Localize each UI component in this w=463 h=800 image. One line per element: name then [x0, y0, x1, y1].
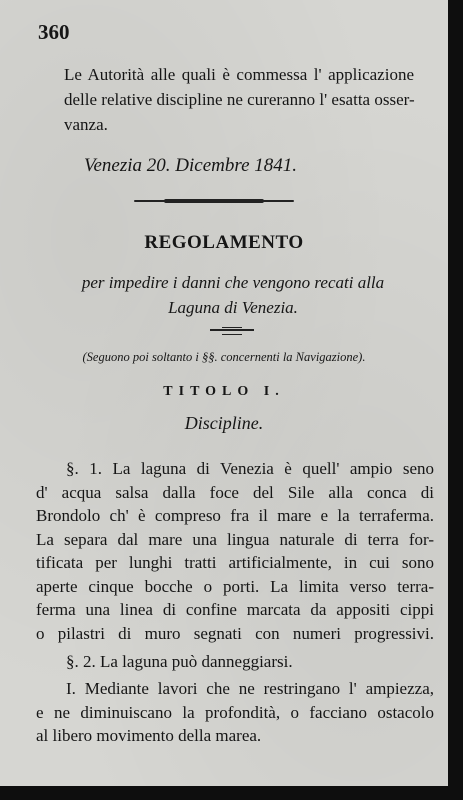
document-subtitle: [60, 270, 406, 320]
body-line: §. 1. La laguna di Venezia è quell' ampio seno: [66, 459, 434, 478]
opening-line: vanza.: [64, 115, 108, 134]
decorative-rule: [134, 200, 294, 202]
page-number: 360: [38, 20, 70, 44]
opening-line: Le Autorità alle quali è commessa l' applicazione: [64, 65, 414, 84]
body-line: Brondolo ch' è compreso fra il mare e la terraferma.: [36, 506, 434, 525]
body-line: ferma una linea di confine marcata da appositi cippi: [36, 600, 434, 619]
body-line: La separa dal mare una lingua naturale di terra for-: [36, 529, 434, 549]
body-line: al libero movimento della marea.: [36, 726, 262, 745]
subtitle-line: Laguna di Venezia.: [168, 298, 298, 317]
opening-line: delle relative discipline ne cureranno l' esatta osser-: [64, 90, 415, 109]
chapter-heading: TITOLO I.: [163, 384, 285, 399]
section-heading: Discipline.: [184, 413, 264, 433]
body-line: o pilastri di muro segnati con numeri progressivi.: [36, 623, 434, 643]
body-line: §. 2. La laguna può danneggiarsi.: [66, 652, 293, 671]
body-line: aperte cinque bocche o porti. La limita verso terra-: [36, 576, 434, 596]
subtitle-line: per impedire i danni che vengono recati alla: [81, 273, 385, 292]
body-line: e ne diminuiscano la profondità, o facciano ostacolo: [36, 702, 434, 722]
editorial-note: (Seguono poi soltanto i §§. concernenti la Navigazione).: [82, 350, 366, 364]
section-2-paragraph: [36, 650, 434, 674]
section-1-paragraph: [36, 457, 434, 645]
decorative-ornament: [210, 329, 254, 331]
opening-paragraph: [64, 62, 414, 137]
document-date: Venezia 20. Dicembre 1841.: [84, 155, 297, 176]
body-line: tificata per lunghi tratti artificialmente, in cui sono: [36, 553, 434, 572]
body-line: I. Mediante lavori che ne restringano l' ampiezza,: [66, 679, 434, 698]
document-title: REGOLAMENTO: [144, 232, 304, 253]
section-2-item-paragraph: [36, 677, 434, 748]
body-line: d' acqua salsa dalla foce del Sile alla conca di: [36, 482, 434, 502]
